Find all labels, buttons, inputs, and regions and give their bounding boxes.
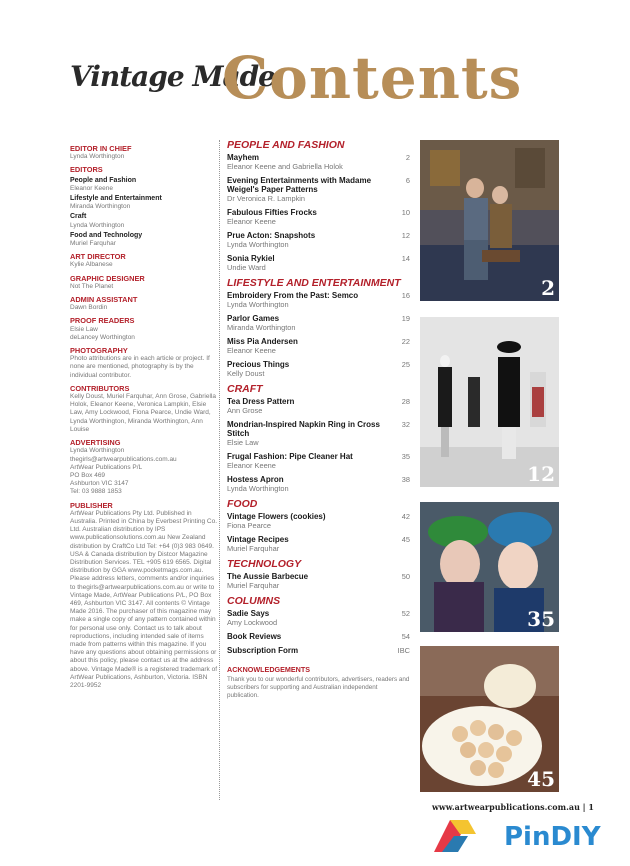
editor-role: Craft (70, 213, 87, 221)
item-page: 38 (401, 475, 410, 484)
item-author: Amy Lockwood (227, 618, 278, 627)
photo-vintage-couple[interactable] (420, 140, 559, 301)
advertising-heading: ADVERTISING (70, 438, 121, 448)
editor-name: Muriel Farquhar (70, 240, 116, 248)
item-title: Mayhem (227, 153, 260, 162)
item-page: 12 (401, 231, 410, 240)
item-page: 14 (401, 254, 410, 263)
item-page: 10 (401, 208, 410, 217)
pindiy-brand-text: PinDIY (504, 822, 601, 852)
photo-vintage-hats[interactable] (420, 502, 559, 632)
acknowledgements-text: Thank you to our wonderful contributors, advertisers, readers and subscribers for supporting and Australian independent publication. (227, 676, 410, 699)
item-page: 50 (401, 572, 410, 581)
editor-role: People and Fashion (70, 176, 137, 184)
item-page: 28 (401, 397, 410, 406)
contents-item[interactable] (227, 231, 410, 249)
item-author: Fiona Pearce (227, 521, 271, 530)
photo-page-number: 45 (527, 767, 555, 791)
item-title: Vintage Recipes (227, 535, 289, 544)
editors-heading: EDITORS (70, 165, 103, 175)
art-director-name: Kylie Albanese (70, 261, 113, 269)
admin-assistant-name: Dawn Bordin (70, 304, 108, 312)
item-page: 32 (401, 420, 410, 429)
pindiy-watermark (420, 816, 620, 860)
item-title: Prue Acton: Snapshots (227, 231, 316, 240)
item-page: 42 (401, 512, 410, 521)
magazine-logo: Vintage Made (70, 60, 275, 93)
section-heading: CRAFT (227, 383, 263, 395)
proof-readers-names: Elsie Law deLancey Worthington (70, 325, 135, 341)
publisher-text: ArtWear Publications Pty Ltd. Published in Australia. Printed in China by Everbest Printing Co. Ltd. Australian distribution by IPS www.publicationsolutions.com.au New Zealand distribution by CraftCo Ltd Tel: +64 (0)3 983 0649. USA & Canada distribution by Distcor Magazine Distribution Services. TEL +905 619 6565. Digital distribution by GGA www.pocketmags.com.au. Please address letters, comments and/or inquiries to thegirls@artwearpublications.com.au or write to Vintage Made, ArtWear Publications P/L, PO Box 469, Ashburton VIC 3147. All contents © Vintage Made 2016. The purchaser of this magazine may make a single copy of any pattern contained within for personal use only. Contact us to talk about reproductions, including intended sale of items made from patterns within this magazine. If you have any questions about obtaining permissions or about this policy, please contact us at the address above. Vintage Made® is a registered trademark of ArtWear Publications, Ashburton, Victoria. ISBN 2201-9952 (70, 509, 218, 689)
item-author: Dr Veronica R. Lampkin (227, 194, 306, 203)
photo-vintage-couple-image (420, 140, 559, 301)
section-heading: PEOPLE AND FASHION (227, 139, 345, 151)
contents-item[interactable] (227, 420, 410, 447)
editor-in-chief-name: Lynda Worthington (70, 153, 125, 161)
contents-item[interactable] (227, 254, 410, 272)
item-author: Kelly Doust (227, 369, 265, 378)
item-title: Parlor Games (227, 314, 280, 323)
contributors-heading: CONTRIBUTORS (70, 383, 130, 393)
item-title: Hostess Apron (227, 475, 284, 484)
contents-item[interactable] (227, 452, 410, 470)
contents-item[interactable] (227, 535, 410, 553)
photography-heading: PHOTOGRAPHY (70, 346, 128, 356)
item-title: Evening Entertainments with Madame Weigel's Paper Patterns (227, 176, 372, 194)
item-title: Frugal Fashion: Pipe Cleaner Hat (227, 452, 353, 461)
contents-item[interactable] (227, 208, 410, 226)
graphic-designer-name: Not The Planet (70, 282, 114, 290)
item-page: 45 (401, 535, 410, 544)
photography-text: Photo attributions are in each article or project. If none are mentioned, photography is by the individual contributor. (70, 355, 210, 379)
column-divider (219, 140, 220, 800)
item-title: Book Reviews (227, 632, 282, 641)
item-author: Eleanor Keene (227, 217, 276, 226)
item-author: Lynda Worthington (227, 484, 289, 493)
item-author: Elsie Law (227, 438, 259, 447)
editor-name: Eleanor Keene (70, 184, 114, 192)
item-title: The Aussie Barbecue (227, 572, 309, 581)
contents-item[interactable] (227, 397, 410, 415)
contents-item[interactable] (227, 291, 410, 309)
contents-item[interactable] (227, 475, 410, 493)
item-page: 2 (405, 153, 410, 162)
item-page: 35 (401, 452, 410, 461)
acknowledgements (227, 665, 410, 700)
item-author: Muriel Farquhar (227, 581, 280, 590)
section-heading: LIFESTYLE AND ENTERTAINMENT (227, 277, 401, 289)
item-page: 16 (401, 291, 410, 300)
editor-in-chief-heading: EDITOR IN CHIEF (70, 144, 132, 153)
staff-list (70, 140, 218, 690)
advertising-text: Lynda Worthington thegirls@artwearpublications.com.au ArtWear Publications P/L PO Box 469 Ashburton VIC 3147 Tel: 03 9888 1853 (70, 447, 177, 496)
contents-item[interactable] (227, 632, 410, 641)
item-page: 6 (405, 176, 410, 185)
item-page: 52 (401, 609, 410, 618)
item-page: 19 (401, 314, 410, 323)
acknowledgements-heading: ACKNOWLEDGEMENTS (227, 665, 311, 674)
editor-name: Miranda Worthington (70, 203, 131, 211)
item-title: Vintage Flowers (cookies) (227, 512, 326, 521)
footer-url: www.artwearpublications.com.au | 1 (432, 802, 594, 812)
item-title: Embroidery From the Past: Semco (227, 291, 359, 300)
item-author: Miranda Worthington (227, 323, 296, 332)
contents-item[interactable] (227, 314, 410, 332)
publisher-heading: PUBLISHER (70, 500, 113, 510)
admin-assistant-heading: ADMIN ASSISTANT (70, 295, 138, 305)
editor-name: Lynda Worthington (70, 221, 125, 229)
photo-cookies[interactable] (420, 646, 559, 792)
page-title: Contents (222, 44, 523, 112)
contents-list (227, 135, 410, 700)
item-author: Muriel Farquhar (227, 544, 280, 553)
item-title: Sonia Rykiel (227, 254, 275, 263)
contents-item[interactable] (227, 572, 410, 590)
item-author: Lynda Worthington (227, 240, 289, 249)
item-title: Tea Dress Pattern (227, 397, 295, 406)
item-title: Miss Pia Andersen (227, 337, 298, 346)
contents-item[interactable] (227, 360, 410, 378)
photo-page-number: 2 (541, 276, 555, 300)
item-author: Undie Ward (227, 263, 266, 272)
contributors-text: Kelly Doust, Muriel Farquhar, Ann Grose, Gabriella Holok, Eleanor Keene, Veronica Lampkin, Elsie Law, Amy Lockwood, Fiona Pearce, Undie Ward, Lynda Worthington, Miranda Worthington, Ann Louise (70, 393, 216, 433)
section-heading: FOOD (227, 498, 258, 510)
item-author: Ann Grose (227, 406, 263, 415)
contents-item[interactable] (227, 153, 410, 171)
contents-item[interactable] (227, 176, 410, 203)
art-director-heading: ART DIRECTOR (70, 252, 126, 262)
contents-item[interactable] (227, 512, 410, 530)
item-page: 54 (401, 632, 410, 641)
contents-item[interactable] (227, 609, 410, 627)
graphic-designer-heading: GRAPHIC DESIGNER (70, 273, 145, 283)
photo-fashion-exhibition[interactable] (420, 317, 559, 487)
item-author: Eleanor Keene (227, 461, 276, 470)
section-heading: COLUMNS (227, 595, 281, 607)
photo-page-number: 35 (527, 607, 555, 631)
item-title: Mondrian-Inspired Napkin Ring in Cross Stitch (227, 420, 380, 438)
item-title: Sadie Says (227, 609, 270, 618)
editor-role: Food and Technology (70, 231, 143, 239)
item-page: 25 (401, 360, 410, 369)
item-author: Eleanor Keene (227, 346, 276, 355)
item-page: IBC (397, 646, 410, 655)
item-title: Subscription Form (227, 646, 299, 655)
item-author: Eleanor Keene and Gabriella Holok (227, 162, 343, 171)
contents-item[interactable] (227, 646, 410, 655)
photo-page-number: 12 (527, 462, 555, 486)
editor-role: Lifestyle and Entertainment (70, 195, 162, 203)
section-heading: TECHNOLOGY (227, 558, 302, 570)
item-page: 22 (401, 337, 410, 346)
item-title: Fabulous Fifties Frocks (227, 208, 317, 217)
item-title: Precious Things (227, 360, 290, 369)
item-author: Lynda Worthington (227, 300, 289, 309)
proof-readers-heading: PROOF READERS (70, 316, 135, 326)
contents-item[interactable] (227, 337, 410, 355)
